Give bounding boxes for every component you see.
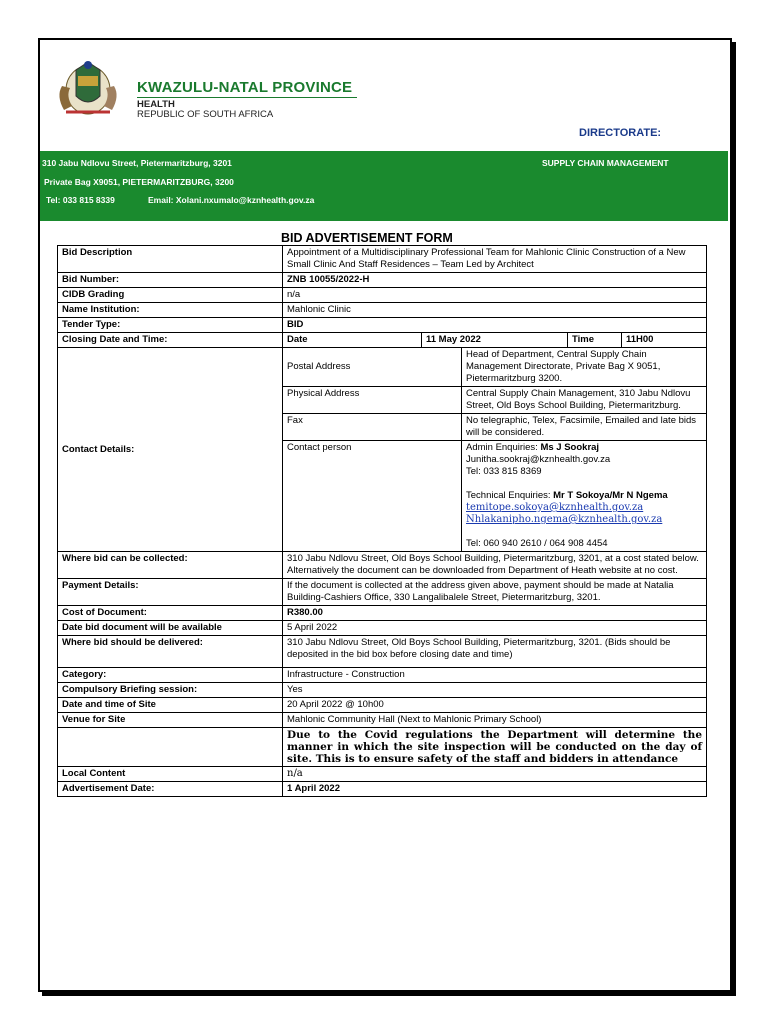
org-country: REPUBLIC OF SOUTH AFRICA — [137, 109, 274, 120]
fax-value: No telegraphic, Telex, Facsimile, Emailed and late bids will be considered. — [462, 414, 707, 441]
tech-names: Mr T Sokoya/Mr N Ngema — [553, 490, 668, 501]
postal-label: Postal Address — [283, 348, 462, 387]
closing-time-value: 11H00 — [622, 333, 707, 347]
table-row — [58, 318, 707, 333]
advert-date-label: Advertisement Date: — [58, 782, 283, 797]
available-label: Date bid document will be available — [58, 621, 283, 636]
closing-time-label: Time — [568, 333, 622, 347]
tech-prefix: Technical Enquiries: — [466, 490, 551, 501]
table-row — [58, 579, 707, 606]
table-row — [58, 246, 707, 273]
bid-number-value: ZNB 10055/2022-H — [283, 273, 707, 288]
bid-description-label: Bid Description — [58, 246, 283, 273]
table-row — [58, 552, 707, 579]
coat-of-arms-logo — [48, 56, 128, 118]
table-row — [58, 333, 707, 348]
admin-tel: Tel: 033 815 8369 — [466, 466, 542, 477]
physical-label: Physical Address — [283, 387, 462, 414]
banner-address-postal: Private Bag X9051, PIETERMARITZBURG, 3200 — [44, 177, 234, 187]
delivered-value: 310 Jabu Ndlovu Street, Old Boys School Building, Pietermaritzburg, 3201. (Bids should be deposited in the bid box before closing date and time) — [283, 636, 707, 668]
table-row — [58, 288, 707, 303]
table-row — [58, 303, 707, 318]
contact-subtable — [283, 348, 706, 551]
briefing-label: Compulsory Briefing session: — [58, 683, 283, 698]
contact-banner — [40, 151, 728, 221]
bid-description-value: Appointment of a Multidisciplinary Professional Team for Mahlonic Clinic Construction of a New Small Clinic And Staff Residences – Team Led by Architect — [283, 246, 707, 273]
table-row — [58, 728, 707, 767]
tender-type-label: Tender Type: — [58, 318, 283, 333]
org-title: KWAZULU-NATAL PROVINCE — [137, 79, 353, 96]
advert-date-value: 1 April 2022 — [283, 782, 707, 797]
closing-date-label: Date — [283, 333, 422, 347]
postal-value: Head of Department, Central Supply Chain Management Directorate, Private Bag X 9051, Pietermaritzburg 3200. — [462, 348, 707, 387]
cidb-label: CIDB Grading — [58, 288, 283, 303]
institution-value: Mahlonic Clinic — [283, 303, 707, 318]
org-department: HEALTH — [137, 99, 175, 110]
tech-tel: Tel: 060 940 2610 / 064 908 4454 — [466, 538, 608, 549]
cost-label: Cost of Document: — [58, 606, 283, 621]
collected-label: Where bid can be collected: — [58, 552, 283, 579]
admin-name: Ms J Sookraj — [540, 442, 600, 453]
closing-subtable — [283, 333, 706, 347]
table-row — [58, 621, 707, 636]
banner-tel: Tel: 033 815 8339 — [46, 195, 115, 205]
category-value: Infrastructure - Construction — [283, 668, 707, 683]
venue-value: Mahlonic Community Hall (Next to Mahlonic Primary School) — [283, 713, 707, 728]
bid-number-label: Bid Number: — [58, 273, 283, 288]
table-row — [58, 683, 707, 698]
table-row — [58, 636, 707, 668]
physical-value: Central Supply Chain Management, 310 Jabu Ndlovu Street, Old Boys School Building, Pietermaritzburg. — [462, 387, 707, 414]
briefing-value: Yes — [283, 683, 707, 698]
directorate-label: DIRECTORATE: — [579, 127, 662, 139]
closing-label: Closing Date and Time: — [58, 333, 283, 348]
covid-note: Due to the Covid regulations the Department will determine the manner in which the site inspection will be conducted on the day of site. This is to ensure safety of the staff and bidders in attendance — [283, 728, 707, 767]
bid-form-table — [57, 245, 707, 797]
banner-address-street: 310 Jabu Ndlovu Street, Pietermaritzburg, 3201 — [42, 158, 232, 168]
local-content-value: n/a — [283, 767, 707, 782]
form-title: BID ADVERTISEMENT FORM — [281, 231, 453, 245]
contact-person-label: Contact person — [283, 441, 462, 552]
banner-scm: SUPPLY CHAIN MANAGEMENT — [542, 158, 669, 168]
site-date-label: Date and time of Site — [58, 698, 283, 713]
venue-label: Venue for Site — [58, 713, 283, 728]
closing-date-value: 11 May 2022 — [422, 333, 568, 347]
cost-value: R380.00 — [283, 606, 707, 621]
table-row — [58, 713, 707, 728]
table-row — [58, 782, 707, 797]
tech-email-link-2[interactable]: Nhlakanipho.ngema@kznhealth.gov.za — [466, 514, 663, 525]
admin-prefix: Admin Enquiries: — [466, 442, 538, 453]
table-row — [58, 698, 707, 713]
table-row — [58, 273, 707, 288]
collected-value: 310 Jabu Ndlovu Street, Old Boys School Building, Pietermaritzburg, 3201, at a cost stated below. — [287, 553, 699, 564]
available-value: 5 April 2022 — [283, 621, 707, 636]
contact-label: Contact Details: — [58, 348, 283, 552]
fax-label: Fax — [283, 414, 462, 441]
institution-label: Name Institution: — [58, 303, 283, 318]
payment-label: Payment Details: — [58, 579, 283, 606]
category-label: Category: — [58, 668, 283, 683]
delivered-label: Where bid should be delivered: — [58, 636, 283, 668]
admin-email: Junitha.sookraj@kznhealth.gov.za — [466, 454, 611, 465]
table-row — [58, 767, 707, 782]
payment-value: If the document is collected at the address given above, payment should be made at Natalia Building-Cashiers Office, 330 Langalibalele Street, Pietermaritzburg, 3201. — [283, 579, 707, 606]
site-date-value: 20 April 2022 @ 10h00 — [283, 698, 707, 713]
cidb-value: n/a — [283, 288, 707, 303]
collected-alternative: Alternatively the document can be downloaded from Department of Heath website at no cost. — [287, 565, 678, 576]
table-row — [58, 348, 707, 552]
local-content-label: Local Content — [58, 767, 283, 782]
contact-person-value — [462, 441, 707, 552]
org-title-rule — [137, 97, 357, 98]
banner-email: Email: Xolani.nxumalo@kznhealth.gov.za — [148, 195, 315, 205]
tender-type-value: BID — [283, 318, 707, 333]
table-row — [58, 606, 707, 621]
table-row — [58, 668, 707, 683]
tech-email-link-1[interactable]: temitope.sokoya@kznhealth.gov.za — [466, 502, 644, 513]
